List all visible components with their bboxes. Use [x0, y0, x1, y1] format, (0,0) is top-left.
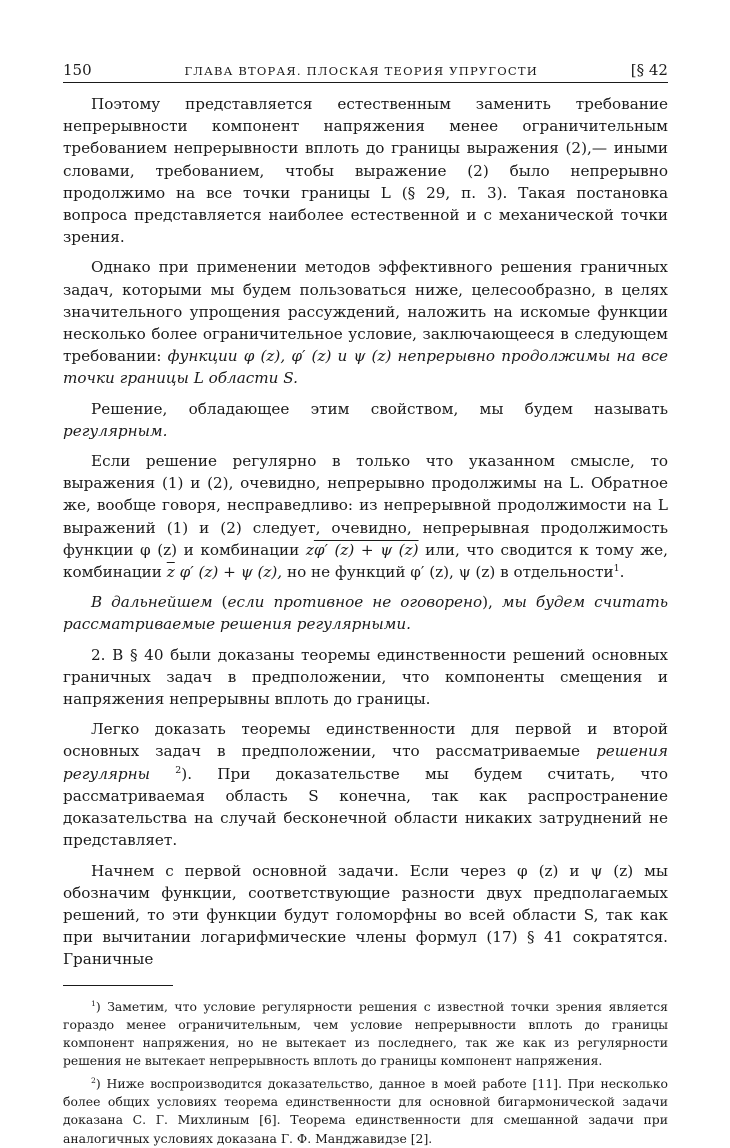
book-page [63, 60, 668, 1148]
paragraph-8: Начнем с первой основной задачи. Если через φ (z) и ψ (z) мы обозначим функции, соответствующие разности двух предполагаемых решений, то эти функции будут голоморфны во всей области S, так как при вычитании логарифмические члены формул (17) § 41 сократятся. Граничные [63, 861, 668, 969]
formula-combination-2: $\overline{z}$ φ′ (z) + ψ (z), [166, 563, 283, 582]
paragraph-7: Легко доказать теоремы единственности для первой и второй основных задач в предположении, что рассматриваемые решения регулярны $^2$). При доказательстве мы будем считать, что рассматриваемая область S конечна, так как распространение доказательства на случай бесконечной области никаких затруднений не представляет. [63, 720, 668, 850]
running-header [63, 60, 668, 83]
paragraph-2: Однако при применении методов эффективного решения граничных задач, которыми мы будем пользоваться ниже, целесообразно, в целях значительного упрощения рассуждений, наложить на искомые функции несколько более ограничительное условие, заключающееся в следующем требовании: функции φ (z), φ′ (z) и ψ (z) непрерывно продолжимы на все точки границы L области S. [63, 258, 668, 388]
section-marker: [§ 42 [630, 61, 668, 79]
paragraph-4: Если решение регулярно в только что указанном смысле, то выражения (1) и (2), очевидно, непрерывно продолжимы на L. Обратное же, вообще говоря, несправедливо: из непрерывной продолжимости на L выражений (1) и (2) следует, очевидно, непрерывная продолжимость функции φ (z) и комбинации zφ′ (z) + ψ (z) или, что сводится к тому же, комбинации $\overline{z}$ φ′ (z) + ψ (z), но не функций φ′ (z), ψ (z) в отдельности$^1$. [63, 452, 668, 582]
paragraph-6: 2. В § 40 были доказаны теоремы единственности решений основных граничных задач в предположении, что компоненты смещения и напряжения непрерывны вплоть до границы. [63, 645, 668, 709]
term-regular: регулярным. [63, 421, 168, 440]
page-number: 150 [63, 61, 92, 79]
paragraph-5: В дальнейшем (если противное не оговорено), мы будем считать рассматриваемые решения регулярными. [63, 593, 669, 634]
main-text [63, 93, 668, 971]
footnotes [63, 998, 668, 1148]
footnote-divider [63, 985, 173, 986]
footnote-ref-1[interactable]: 1 [613, 563, 620, 574]
paragraph-1: Поэтому представляется естественным заменить требование непрерывности компонент напряжения менее ограничительным требованием непрерывности вплоть до границы выражения (2),— иными словами, требованием, чтобы выражение (2) было непрерывно продолжимо на все точки границы L (§ 29, п. 3). Такая постановка вопроса представляется наиболее естественной и с механической точки зрения. [63, 95, 668, 247]
footnote-ref-2[interactable]: 2 [175, 764, 182, 776]
footnote-2: $^2$) Ниже воспроизводится доказательство, данное в моей работе [11]. При несколько более общих условиях теорема единственности для основной бигармонической задачи доказана С. Г. Михлиным [6]. Теорема единственности для смешанной задачи при аналогичных условиях доказана Г. Ф. Манджавидзе [2]. [63, 1075, 668, 1146]
formula-combination-1: zφ′ (z) + ψ (z) [305, 540, 419, 559]
footnote-1: $^1$) Заметим, что условие регулярности решения с известной точки зрения является гораздо менее ограничительным, чем условие непрерывности вплоть до границы компонент напряжения, но не вытекает из последнего, так же как из регулярности решения не вытекает непрерывность вплоть до границы компонент напряжения. [63, 998, 668, 1069]
paragraph-3: Решение, обладающее этим свойством, мы будем называть регулярным. [63, 399, 668, 440]
regularity-condition: функции φ (z), φ′ (z) и ψ (z) непрерывно продолжимы на все точки границы L области S. [63, 347, 668, 388]
running-title: ГЛАВА ВТОРАЯ. ПЛОСКАЯ ТЕОРИЯ УПРУГОСТИ [184, 64, 538, 78]
